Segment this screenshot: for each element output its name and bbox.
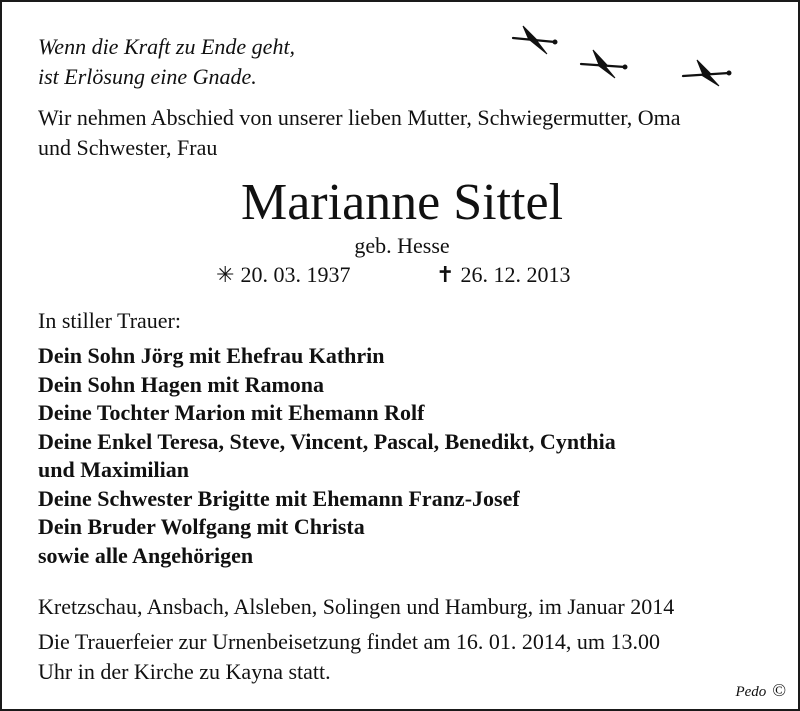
service-line-2: Uhr in der Kirche zu Kayna statt. — [38, 659, 331, 684]
motto-line-1: Wenn die Kraft zu Ende geht, — [38, 34, 296, 59]
bird-icon — [513, 26, 557, 54]
intro-text — [38, 103, 778, 163]
intro-line-1: Wir nehmen Abschied von unserer lieben Mutter, Schwiegermutter, Oma — [38, 105, 681, 130]
places-and-date: Kretzschau, Ansbach, Alsleben, Solingen und Hamburg, im Januar 2014 — [38, 594, 675, 619]
family-line: Dein Sohn Jörg mit Ehefrau Kathrin — [38, 343, 385, 368]
family-line: Dein Sohn Hagen mit Ramona — [38, 371, 325, 397]
mourning-heading: In stiller Trauer: — [38, 308, 181, 333]
bird-icon — [581, 50, 627, 78]
motto-line-2: ist Erlösung eine Gnade. — [38, 64, 257, 89]
deceased-name: Marianne Sittel — [240, 174, 564, 231]
birth-date-group — [216, 260, 350, 290]
funeral-service-info — [38, 627, 778, 687]
publisher-signature — [735, 679, 786, 703]
family-list — [38, 342, 778, 570]
maiden-name: geb. Hesse — [354, 233, 450, 258]
signature-text: Pedo — [735, 684, 767, 700]
copyright-icon: © — [772, 680, 786, 700]
birth-date: 20. 03. 1937 — [240, 262, 351, 287]
intro-line-2: und Schwester, Frau — [38, 135, 218, 160]
service-line-1: Die Trauerfeier zur Urnenbeisetzung findet am 16. 01. 2014, um 13.00 — [38, 629, 660, 654]
family-line: sowie alle Angehörigen — [38, 542, 254, 568]
family-line: und Maximilian — [38, 457, 189, 482]
cross-icon: ✝ — [436, 262, 455, 287]
family-line: Deine Enkel Teresa, Steve, Vincent, Pascal, Benedikt, Cynthia — [38, 428, 616, 454]
flying-birds — [507, 20, 737, 90]
family-line: Deine Tochter Marion mit Ehemann Rolf — [38, 400, 425, 425]
death-date: 26. 12. 2013 — [460, 262, 571, 287]
family-line: Dein Bruder Wolfgang mit Christa — [38, 514, 365, 539]
motto — [38, 32, 295, 92]
death-date-group — [436, 260, 570, 290]
bird-icon — [683, 60, 731, 86]
family-line: Deine Schwester Brigitte mit Ehemann Franz-Josef — [38, 485, 520, 511]
asterisk-icon: ✳ — [216, 262, 235, 287]
